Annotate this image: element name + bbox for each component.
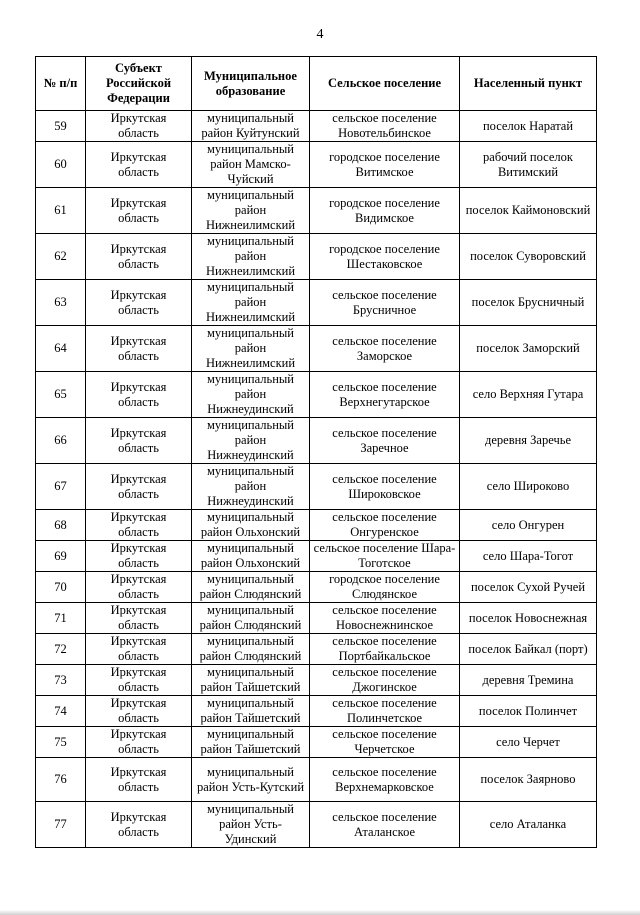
table-row [36, 572, 597, 603]
cell-locality: поселок Полинчет [460, 696, 597, 727]
table-row [36, 142, 597, 188]
cell-n: 67 [36, 464, 86, 510]
cell-n: 62 [36, 234, 86, 280]
cell-locality: село Верхняя Гутара [460, 372, 597, 418]
table-body [36, 111, 597, 848]
cell-subject: Иркутская область [86, 142, 192, 188]
cell-municipality: муниципальный район Нижнеудинский [192, 418, 310, 464]
cell-locality: поселок Наратай [460, 111, 597, 142]
cell-settlement: сельское поселение Полинчетское [310, 696, 460, 727]
cell-municipality: муниципальный район Нижнеилимский [192, 188, 310, 234]
cell-n: 61 [36, 188, 86, 234]
cell-municipality: муниципальный район Мамско-Чуйский [192, 142, 310, 188]
cell-n: 65 [36, 372, 86, 418]
cell-municipality: муниципальный район Куйтунский [192, 111, 310, 142]
header-locality: Населенный пункт [460, 57, 597, 111]
cell-settlement: сельское поселение Аталанское [310, 802, 460, 848]
header-number: № п/п [36, 57, 86, 111]
cell-n: 68 [36, 510, 86, 541]
cell-municipality: муниципальный район Нижнеилимский [192, 280, 310, 326]
cell-subject: Иркутская область [86, 572, 192, 603]
cell-subject: Иркутская область [86, 418, 192, 464]
header-subject: Субъект Российской Федерации [86, 57, 192, 111]
table-row [36, 758, 597, 802]
cell-subject: Иркутская область [86, 111, 192, 142]
table-row [36, 111, 597, 142]
cell-locality: село Широково [460, 464, 597, 510]
cell-subject: Иркутская область [86, 280, 192, 326]
cell-locality: деревня Заречье [460, 418, 597, 464]
cell-municipality: муниципальный район Ольхонский [192, 541, 310, 572]
cell-municipality: муниципальный район Нижнеилимский [192, 326, 310, 372]
cell-n: 71 [36, 603, 86, 634]
table-row [36, 418, 597, 464]
table-row [36, 634, 597, 665]
cell-locality: поселок Сухой Ручей [460, 572, 597, 603]
cell-subject: Иркутская область [86, 634, 192, 665]
table-row [36, 464, 597, 510]
cell-municipality: муниципальный район Нижнеудинский [192, 372, 310, 418]
cell-locality: поселок Байкал (порт) [460, 634, 597, 665]
cell-n: 59 [36, 111, 86, 142]
cell-n: 66 [36, 418, 86, 464]
cell-n: 69 [36, 541, 86, 572]
cell-subject: Иркутская область [86, 188, 192, 234]
cell-locality: поселок Заморский [460, 326, 597, 372]
cell-settlement: сельское поселение Новоснежнинское [310, 603, 460, 634]
cell-subject: Иркутская область [86, 802, 192, 848]
cell-subject: Иркутская область [86, 603, 192, 634]
table-row [36, 665, 597, 696]
cell-subject: Иркутская область [86, 372, 192, 418]
cell-subject: Иркутская область [86, 464, 192, 510]
cell-settlement: сельское поселение Онгуренское [310, 510, 460, 541]
cell-n: 74 [36, 696, 86, 727]
table-row [36, 234, 597, 280]
cell-municipality: муниципальный район Усть-Удинский [192, 802, 310, 848]
cell-settlement: городское поселение Шестаковское [310, 234, 460, 280]
table-header-row [36, 57, 597, 111]
cell-settlement: сельское поселение Заречное [310, 418, 460, 464]
cell-subject: Иркутская область [86, 326, 192, 372]
cell-settlement: сельское поселение Брусничное [310, 280, 460, 326]
table-row [36, 326, 597, 372]
cell-subject: Иркутская область [86, 510, 192, 541]
cell-n: 72 [36, 634, 86, 665]
scan-edge [0, 910, 640, 915]
cell-n: 77 [36, 802, 86, 848]
table-row [36, 603, 597, 634]
cell-n: 76 [36, 758, 86, 802]
cell-n: 70 [36, 572, 86, 603]
header-municipality: Муниципальное образование [192, 57, 310, 111]
cell-settlement: городское поселение Витимское [310, 142, 460, 188]
cell-settlement: сельское поселение Портбайкальское [310, 634, 460, 665]
cell-n: 64 [36, 326, 86, 372]
cell-settlement: городское поселение Слюдянское [310, 572, 460, 603]
cell-locality: поселок Каймоновский [460, 188, 597, 234]
cell-n: 63 [36, 280, 86, 326]
table-row [36, 696, 597, 727]
cell-locality: деревня Тремина [460, 665, 597, 696]
cell-n: 75 [36, 727, 86, 758]
table-row [36, 280, 597, 326]
cell-locality: рабочий поселок Витимский [460, 142, 597, 188]
cell-settlement: сельское поселение Широковское [310, 464, 460, 510]
cell-subject: Иркутская область [86, 541, 192, 572]
cell-locality: поселок Заярново [460, 758, 597, 802]
cell-subject: Иркутская область [86, 234, 192, 280]
cell-municipality: муниципальный район Слюдянский [192, 603, 310, 634]
cell-subject: Иркутская область [86, 665, 192, 696]
cell-municipality: муниципальный район Ольхонский [192, 510, 310, 541]
cell-subject: Иркутская область [86, 758, 192, 802]
cell-subject: Иркутская область [86, 727, 192, 758]
cell-municipality: муниципальный район Нижнеудинский [192, 464, 310, 510]
settlements-table [35, 56, 597, 848]
cell-municipality: муниципальный район Усть-Кутский [192, 758, 310, 802]
cell-municipality: муниципальный район Слюдянский [192, 634, 310, 665]
page-number: 4 [316, 27, 324, 42]
cell-settlement: сельское поселение Новотельбинское [310, 111, 460, 142]
table-row [36, 510, 597, 541]
cell-settlement: сельское поселение Верхнегутарское [310, 372, 460, 418]
cell-settlement: городское поселение Видимское [310, 188, 460, 234]
cell-settlement: сельское поселение Верхнемарковское [310, 758, 460, 802]
cell-n: 73 [36, 665, 86, 696]
cell-subject: Иркутская область [86, 696, 192, 727]
cell-locality: поселок Суворовский [460, 234, 597, 280]
cell-settlement: сельское поселение Заморское [310, 326, 460, 372]
cell-locality: село Онгурен [460, 510, 597, 541]
cell-settlement: сельское поселение Джогинское [310, 665, 460, 696]
header-settlement: Сельское поселение [310, 57, 460, 111]
table-row [36, 188, 597, 234]
table-row [36, 802, 597, 848]
cell-municipality: муниципальный район Слюдянский [192, 572, 310, 603]
cell-n: 60 [36, 142, 86, 188]
cell-locality: поселок Новоснежная [460, 603, 597, 634]
table-row [36, 372, 597, 418]
table-row [36, 541, 597, 572]
cell-locality: село Аталанка [460, 802, 597, 848]
cell-locality: село Шара-Тогот [460, 541, 597, 572]
cell-settlement: сельское поселение Черчетское [310, 727, 460, 758]
cell-settlement: сельское поселение Шара-Тоготское [310, 541, 460, 572]
cell-municipality: муниципальный район Тайшетский [192, 696, 310, 727]
cell-municipality: муниципальный район Нижнеилимский [192, 234, 310, 280]
table-row [36, 727, 597, 758]
cell-municipality: муниципальный район Тайшетский [192, 727, 310, 758]
cell-locality: село Черчет [460, 727, 597, 758]
cell-municipality: муниципальный район Тайшетский [192, 665, 310, 696]
cell-locality: поселок Брусничный [460, 280, 597, 326]
